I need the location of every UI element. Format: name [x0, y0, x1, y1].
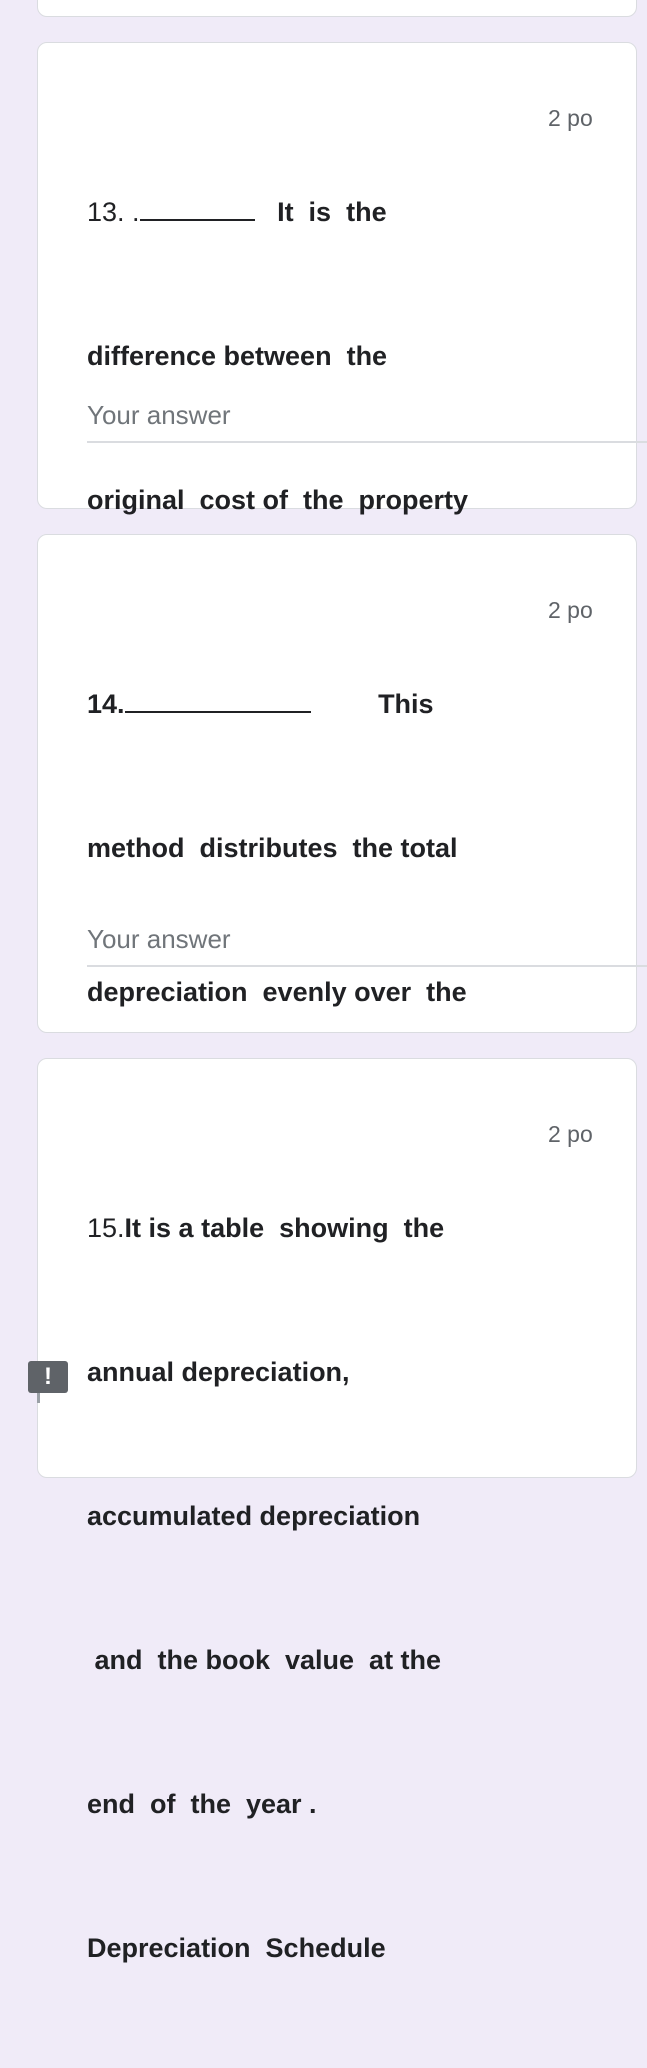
points-label-14: 2 po — [548, 597, 593, 623]
question-text-line: original cost of the property — [87, 485, 469, 515]
question-text-line: and the book value at the — [87, 1645, 442, 1675]
question-text-line: It is a table showing the — [124, 1213, 445, 1243]
points-label-13: 2 po — [548, 105, 593, 131]
fill-blank-14 — [125, 694, 311, 713]
question-text-line: accumulated depreciation — [87, 1501, 421, 1531]
question-text-line: difference between the — [87, 341, 388, 371]
question-text-line: end of the year . — [87, 1789, 317, 1819]
question-card-13 — [37, 42, 637, 515]
question-text-line: This — [378, 689, 434, 719]
question-card-15 — [37, 1058, 637, 1963]
previous-question-card — [37, 0, 637, 17]
answer-input-14[interactable]: Your answer — [87, 924, 231, 954]
question-text-line: method distributes the total — [87, 833, 458, 863]
question-number-14: 14. — [87, 689, 125, 719]
question-card-14 — [37, 534, 637, 1033]
question-text-line: annual depreciation, — [87, 1357, 350, 1387]
fill-blank-13 — [140, 202, 255, 221]
question-text-line: Depreciation Schedule — [87, 1933, 386, 1963]
card-edge-strip — [37, 1393, 40, 1403]
question-number-15: 15. — [87, 1213, 125, 1243]
points-label-15: 2 po — [548, 1121, 593, 1147]
question-text-line: depreciation evenly over the — [87, 977, 467, 1007]
answer-input-13[interactable]: Your answer — [87, 400, 231, 430]
question-number-13: 13. . — [87, 197, 140, 227]
answer-underline-14 — [87, 965, 647, 967]
question-text-line: It is the — [277, 197, 387, 227]
warning-icon: ! — [28, 1361, 68, 1393]
question-title-15 — [87, 1108, 539, 2068]
answer-underline-13 — [87, 441, 647, 443]
